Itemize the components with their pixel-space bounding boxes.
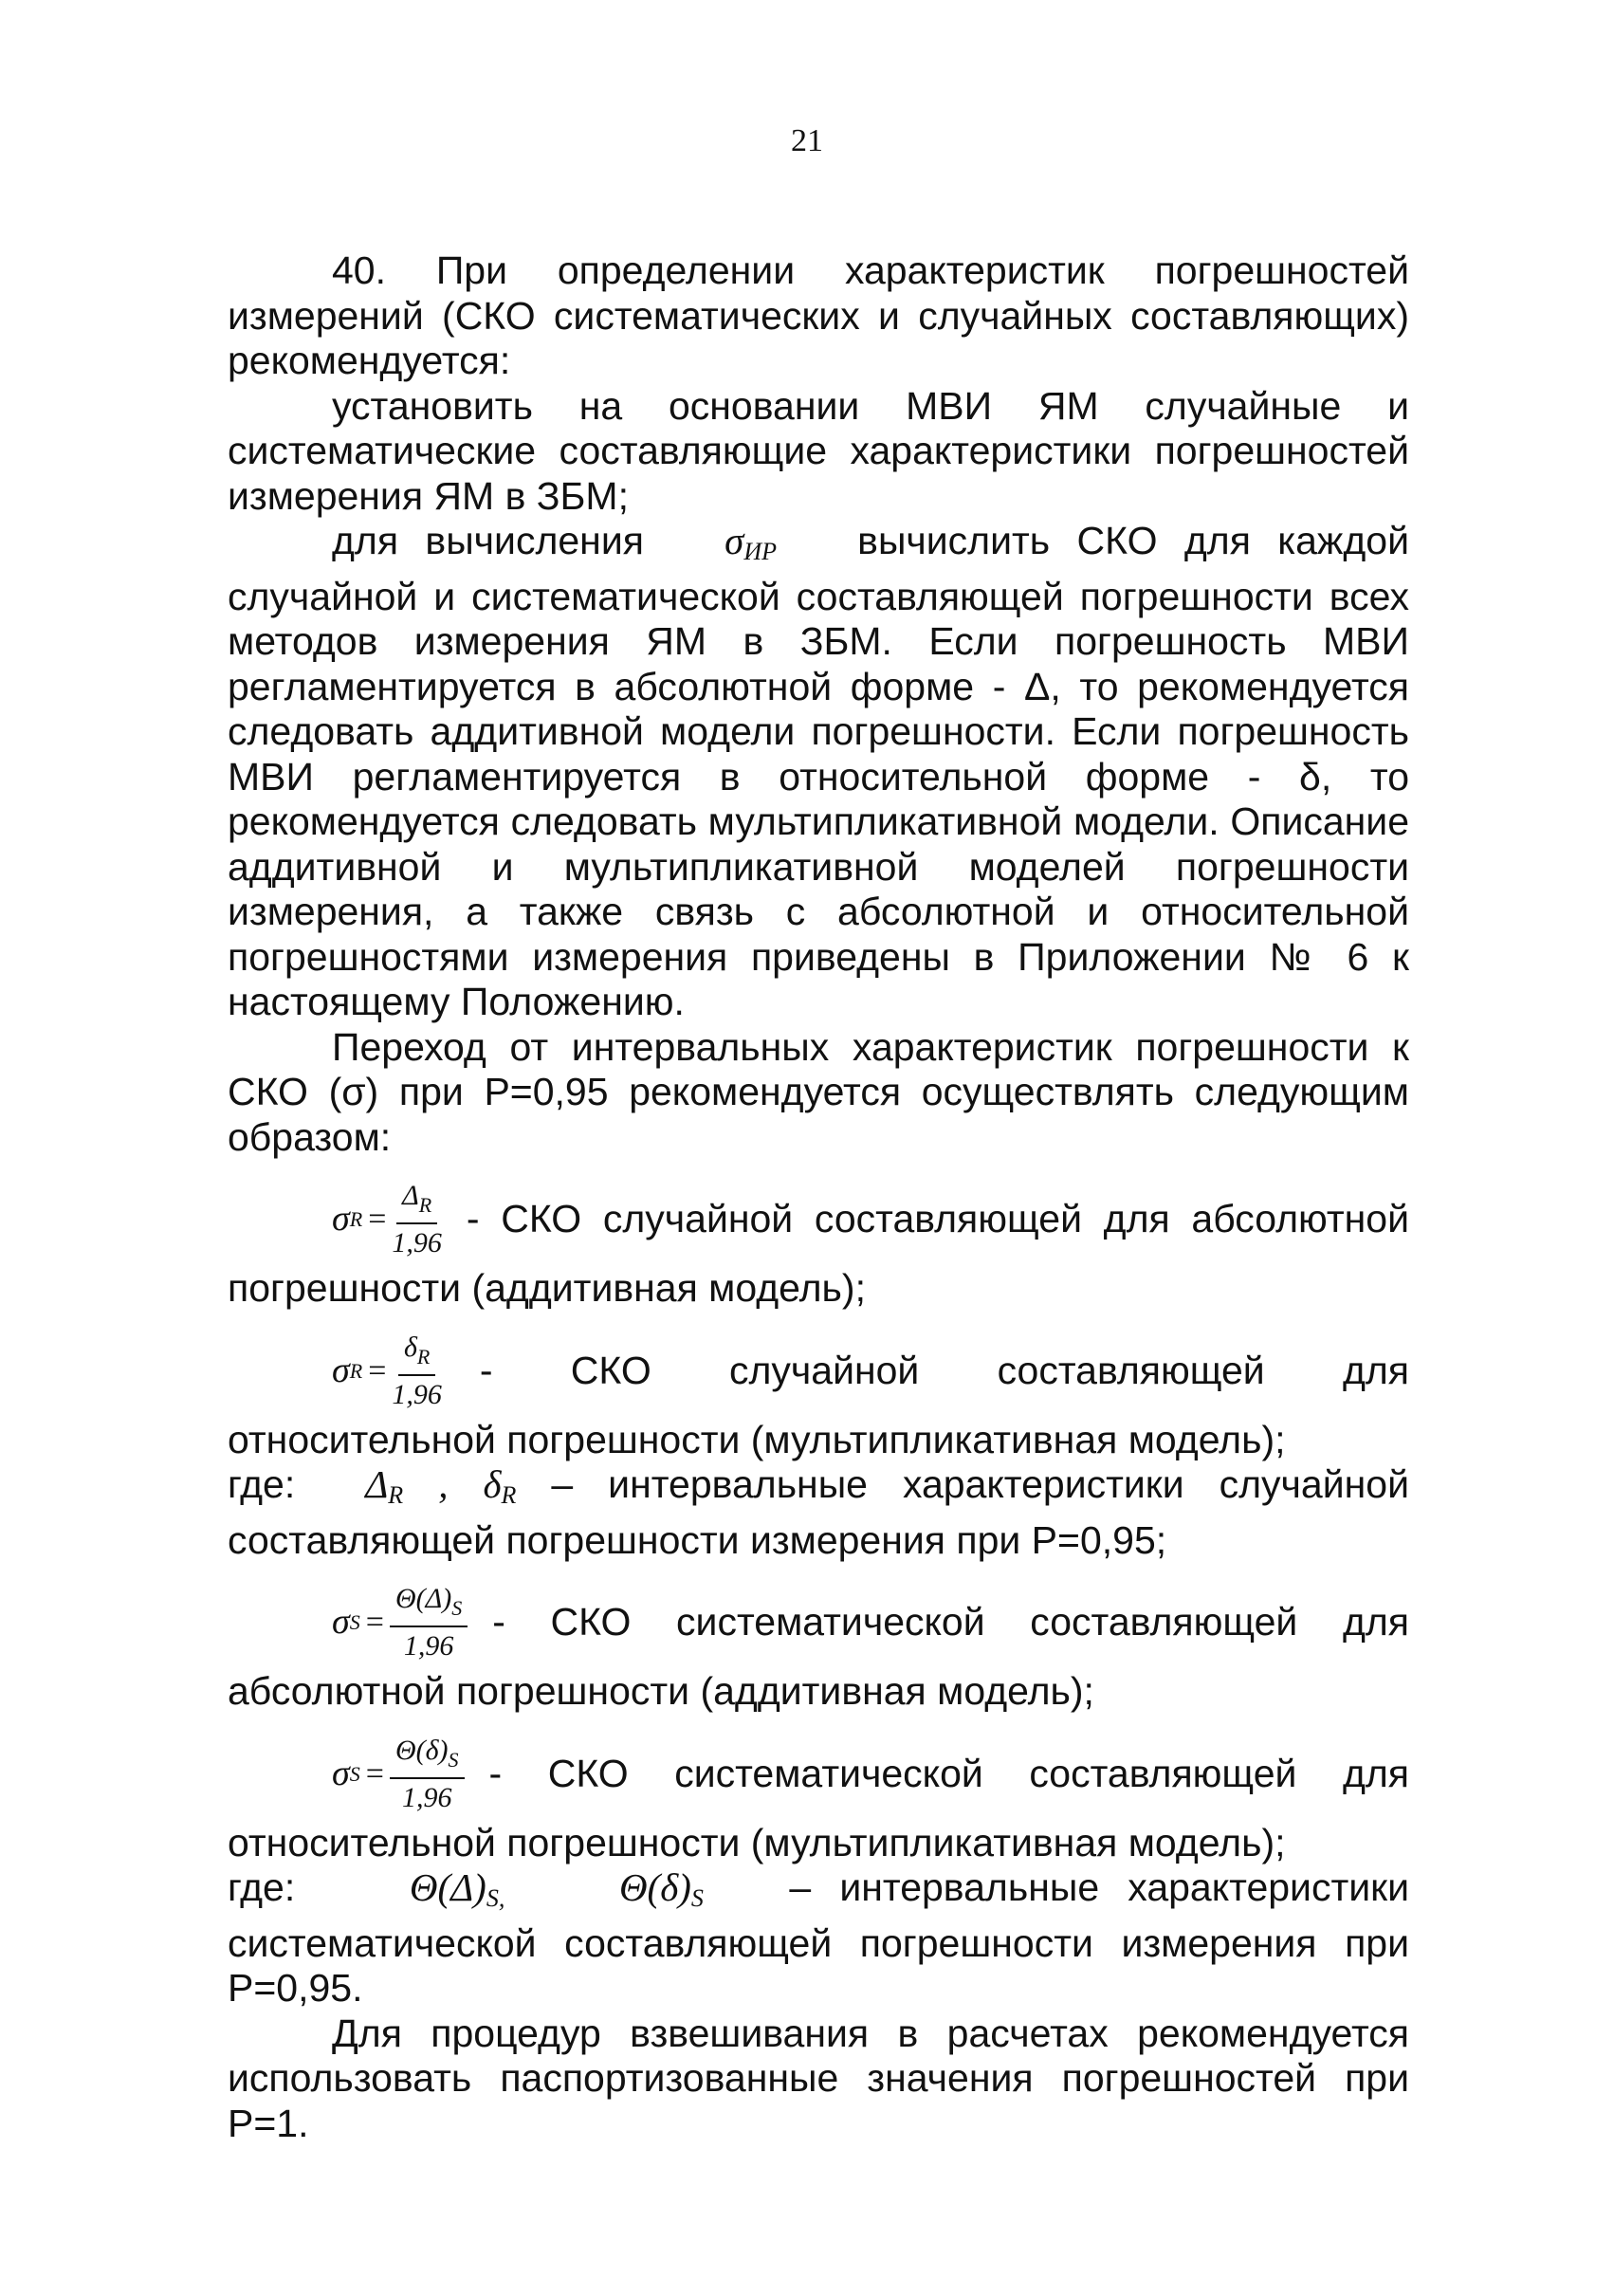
small-delta-r-symbol: δR bbox=[483, 1462, 517, 1509]
where-random: где: ΔR , δR – интервальные характеристики случайной составляющей погрешности измерения при P=0,95; bbox=[228, 1462, 1409, 1562]
fraction: $\frac{\delta_R}{1,96}$ bbox=[392, 1331, 442, 1410]
formula-continuation: абсолютной погрешности (аддитивная модель); bbox=[228, 1669, 1094, 1713]
where-systematic: где: Θ(Δ)S, Θ(δ)S – интервальные характеристики систематической составляющей погрешности измерения при P=0,95. bbox=[228, 1865, 1409, 2010]
page-number: 21 bbox=[791, 123, 823, 158]
theta-small-delta-s-symbol: Θ(δ)S bbox=[618, 1865, 704, 1912]
formula-description: - СКО случайной составляющей для абсолютной bbox=[466, 1197, 1409, 1241]
fraction: $\frac{\Theta(\delta)_S}{1,96}$ bbox=[390, 1736, 465, 1813]
paragraph-calculate bbox=[228, 519, 1409, 1025]
delta-r-symbol: ΔR bbox=[365, 1462, 404, 1509]
calc-rest-text: вычислить СКО для каждой случайной и систематической составляющей погрешности всех методов измерения ЯМ в ЗБМ. Если погрешность МВИ регламентируется в абсолютной форме - Δ, то рекомендуется следовать аддитивной модели погрешности. Если погрешность МВИ регламентируется в относительной форме - δ, то рекомендуется следовать мультипликативной модели. Описание аддитивной и мультипликативной моделей погрешности измерения, а также связь с абсолютной и относительной погрешностями измерения приведены в Приложении № 6 к настоящему Положению. bbox=[228, 519, 1409, 1023]
paragraph-weighing: Для процедур взвешивания в расчетах рекомендуется использовать паспортизованные значения погрешностей при P=1. bbox=[228, 2011, 1409, 2145]
paragraph-transition: Переход от интервальных характеристик погрешности к СКО (σ) при P=0,95 рекомендуется осуществлять следующим образом: bbox=[228, 1024, 1409, 1159]
formula-row-systematic-relative bbox=[228, 1736, 1409, 1813]
fraction: $\frac{\Theta(\Delta)_S}{1,96}$ bbox=[390, 1584, 468, 1662]
formula-row-random-relative bbox=[228, 1332, 1409, 1410]
calc-lead-text: для вычисления bbox=[332, 519, 644, 562]
sigma-ir-symbol: σИР bbox=[724, 519, 777, 565]
fraction: $\frac{\Delta_R}{1,96}$ bbox=[392, 1180, 442, 1258]
paragraph-establish: установить на основании МВИ ЯМ случайные и систематические составляющие характеристики погрешностей измерения ЯМ в ЗБМ; bbox=[228, 383, 1409, 518]
formula-sigma-r-relative: σ R = $\frac{\delta_R}{1,96}$ bbox=[332, 1331, 442, 1410]
formula-sigma-r-absolute: σ R = $\frac{\Delta_R}{1,96}$ bbox=[332, 1180, 442, 1258]
formula-sigma-s-absolute: σ S = $\frac{\Theta(\Delta)_S}{1,96}$ bbox=[332, 1584, 468, 1662]
theta-delta-s-symbol: Θ(Δ)S, bbox=[409, 1865, 505, 1912]
document-body bbox=[228, 248, 1409, 2146]
formula-sigma-s-relative: σ S = $\frac{\Theta(\delta)_S}{1,96}$ bbox=[332, 1736, 465, 1813]
formula-description: - СКО систематической составляющей для bbox=[488, 1751, 1409, 1795]
formula-row-systematic-absolute bbox=[228, 1584, 1409, 1662]
formula-continuation: погрешности (аддитивная модель); bbox=[228, 1266, 866, 1310]
formula-description: - СКО систематической составляющей для bbox=[492, 1600, 1409, 1644]
formula-continuation: относительной погрешности (мультипликативная модель); bbox=[228, 1820, 1286, 1864]
formula-description: - СКО случайной составляющей для bbox=[479, 1348, 1409, 1392]
paragraph-40: 40. При определении характеристик погрешностей измерений (СКО систематических и случайных составляющих) рекомендуется: bbox=[228, 248, 1409, 382]
formula-row-random-absolute bbox=[228, 1181, 1409, 1258]
formula-continuation: относительной погрешности (мультипликативная модель); bbox=[228, 1417, 1286, 1461]
